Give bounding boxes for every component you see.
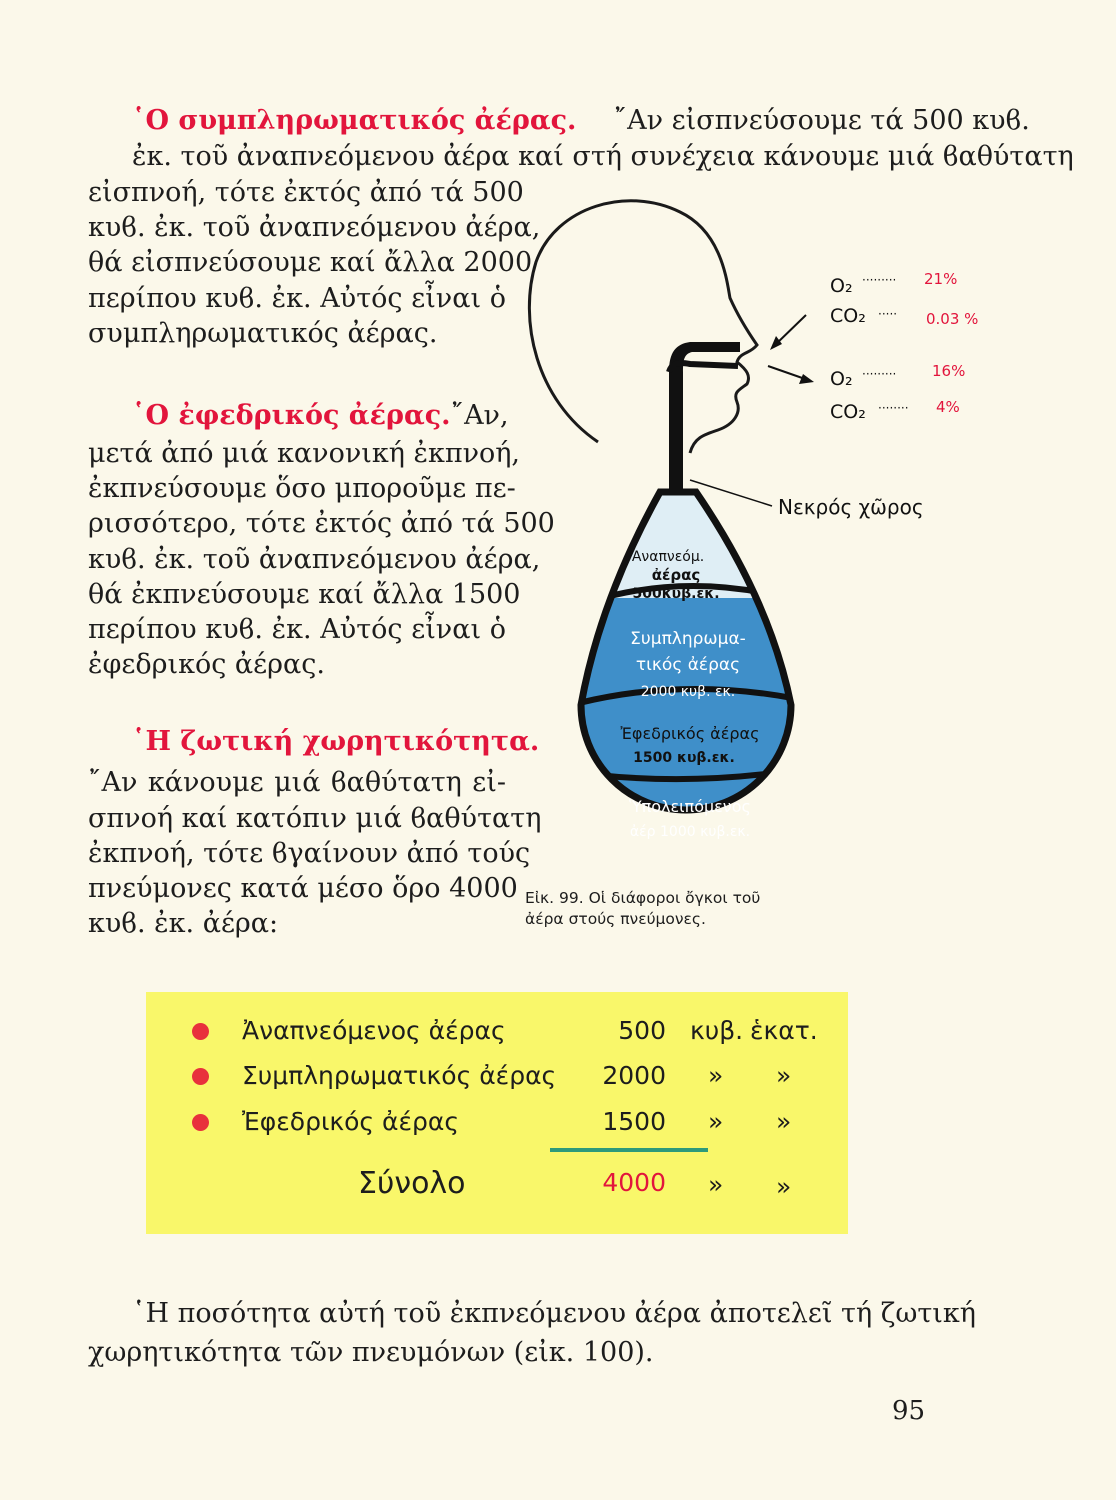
text-line: ἐφεδρικός ἀέρας. [88, 649, 325, 680]
summary-row-unit: ἑκατ. [750, 1016, 818, 1045]
summary-box [146, 992, 848, 1234]
summary-row-unit: κυβ. [690, 1016, 744, 1045]
text-line: περίπου κυϐ. ἐκ. Αὐτός εἶναι ὁ [88, 614, 506, 645]
residual-label-1: Ὑπολειπόμενος [629, 797, 751, 816]
residual-label-2: ἀέρ 1000 κυβ.εκ. [629, 824, 751, 840]
caption-line: ἀέρα στούς πνεύμονες. [525, 910, 706, 928]
heading-reserve-air: ῾Ο ἐφεδρικός ἀέρας. [132, 400, 451, 431]
summary-row-unit: » [776, 1107, 792, 1136]
inhaled-co2: CO₂ [830, 305, 866, 327]
text-line: ῎Αν εἰσπνεύσουμε τά 500 κυϐ. [613, 105, 1030, 136]
text-line: πνεύμονες κατά μέσο ὅρο 4000 [88, 873, 518, 904]
summary-row-value: 2000 [602, 1061, 666, 1090]
tidal-label-1: Αναπνεόμ. [631, 549, 705, 565]
exhaled-co2-value: 4% [936, 398, 960, 416]
text-line: κυϐ. ἐκ. τοῦ ἀναπνεόμενου ἀέρα, [88, 212, 541, 243]
text-line: ἐκπνεύσουμε ὅσο μποροῦμε πε- [88, 473, 516, 504]
dead-space-label: Νεκρός χῶρος [778, 495, 924, 519]
svg-text:·········: ········· [862, 273, 897, 287]
heading-complementary-air: ῾Ο συμπληρωματικός ἀέρας. [132, 105, 577, 136]
tidal-label-3: 500κυβ.εκ. [632, 586, 720, 602]
total-value: 4000 [602, 1168, 666, 1197]
total-unit: » [776, 1172, 792, 1201]
text-line: εἰσπνοή, τότε ἐκτός ἀπό τά 500 [88, 177, 524, 208]
summary-row-label: Ἀναπνεόμενος ἀέρας [242, 1016, 506, 1045]
text-line: σπνοή καί κατόπιν μιά ϐαθύτατη [88, 803, 542, 834]
exhaled-o2: O₂ [830, 368, 853, 390]
text-line: μετά ἀπό μιά κανονική ἐκπνοή, [88, 438, 520, 469]
text-line: ῎Αν, [450, 400, 509, 431]
reserve-label-2: 1500 κυβ.εκ. [633, 750, 735, 766]
inhaled-o2: O₂ [830, 275, 853, 297]
text-line: περίπου κυϐ. ἐκ. Αὐτός εἶναι ὁ [88, 283, 506, 314]
complementary-label-3: 2000 κυβ. εκ. [640, 684, 736, 700]
heading-vital-capacity: ῾Η ζωτική χωρητικότητα. [132, 726, 540, 757]
text-line: κυϐ. ἐκ. ἀέρα: [88, 908, 279, 939]
sum-rule [550, 1148, 708, 1152]
page-number: 95 [892, 1396, 926, 1426]
text-line: κυϐ. ἐκ. τοῦ ἀναπνεόμενου ἀέρα, [88, 544, 541, 575]
bullet-icon [192, 1023, 209, 1040]
tidal-label-2: ἀέρας [651, 566, 701, 584]
complementary-label-1: Συμπληρωμα- [630, 629, 746, 649]
summary-row-label: Ἐφεδρικός ἀέρας [242, 1107, 460, 1136]
bullet-icon [192, 1068, 209, 1085]
text-line: ἐκπνοή, τότε ϐγαίνουν ἀπό τούς [88, 838, 531, 869]
text-line: θά ἐκπνεύσουμε καί ἄλλα 1500 [88, 579, 521, 610]
text-line: θά εἰσπνεύσουμε καί ἄλλα 2000 [88, 247, 533, 278]
summary-row-value: 500 [618, 1016, 666, 1045]
head-outline [529, 201, 757, 453]
reserve-label-1: Ἐφεδρικός ἀέρας [620, 724, 760, 743]
total-unit: » [708, 1170, 724, 1199]
svg-text:········: ········ [878, 401, 909, 415]
inhaled-o2-value: 21% [924, 270, 958, 288]
summary-row-unit: » [708, 1107, 724, 1136]
bullet-icon [192, 1114, 209, 1131]
text-line: ἐκ. τοῦ ἀναπνεόμενου ἀέρα καί στή συνέχεια κάνουμε μιά ϐαθύτατη [132, 141, 1074, 172]
text-line: χωρητικότητα τῶν πνευμόνων (εἰκ. 100). [88, 1337, 654, 1368]
text-line: ῎Αν κάνουμε μιά ϐαθύτατη εἰ- [88, 767, 506, 798]
text-line: συμπληρωματικός ἀέρας. [88, 318, 438, 349]
total-label: Σύνολο [358, 1166, 466, 1201]
inhaled-co2-value: 0.03 % [926, 310, 979, 328]
text-line: ῾Η ποσότητα αὐτή τοῦ ἐκπνεόμενου ἀέρα ἀποτελεῖ τή ζωτική [132, 1298, 976, 1329]
exhaled-o2-value: 16% [932, 362, 966, 380]
complementary-label-2: τικός ἀέρας [635, 655, 741, 675]
summary-row-label: Συμπληρωματικός ἀέρας [242, 1061, 557, 1090]
summary-row-value: 1500 [602, 1107, 666, 1136]
summary-row-unit: » [708, 1061, 724, 1090]
exhaled-co2: CO₂ [830, 401, 866, 423]
summary-row-unit: » [776, 1061, 792, 1090]
svg-text:·····: ····· [878, 307, 898, 321]
svg-text:·········: ········· [862, 367, 897, 381]
caption-line: Εἰκ. 99. Οἱ διάφοροι ὄγκοι τοῦ [525, 889, 761, 907]
text-line: ρισσότερο, τότε ἐκτός ἀπό τά 500 [88, 508, 555, 539]
figure-caption [525, 888, 855, 930]
